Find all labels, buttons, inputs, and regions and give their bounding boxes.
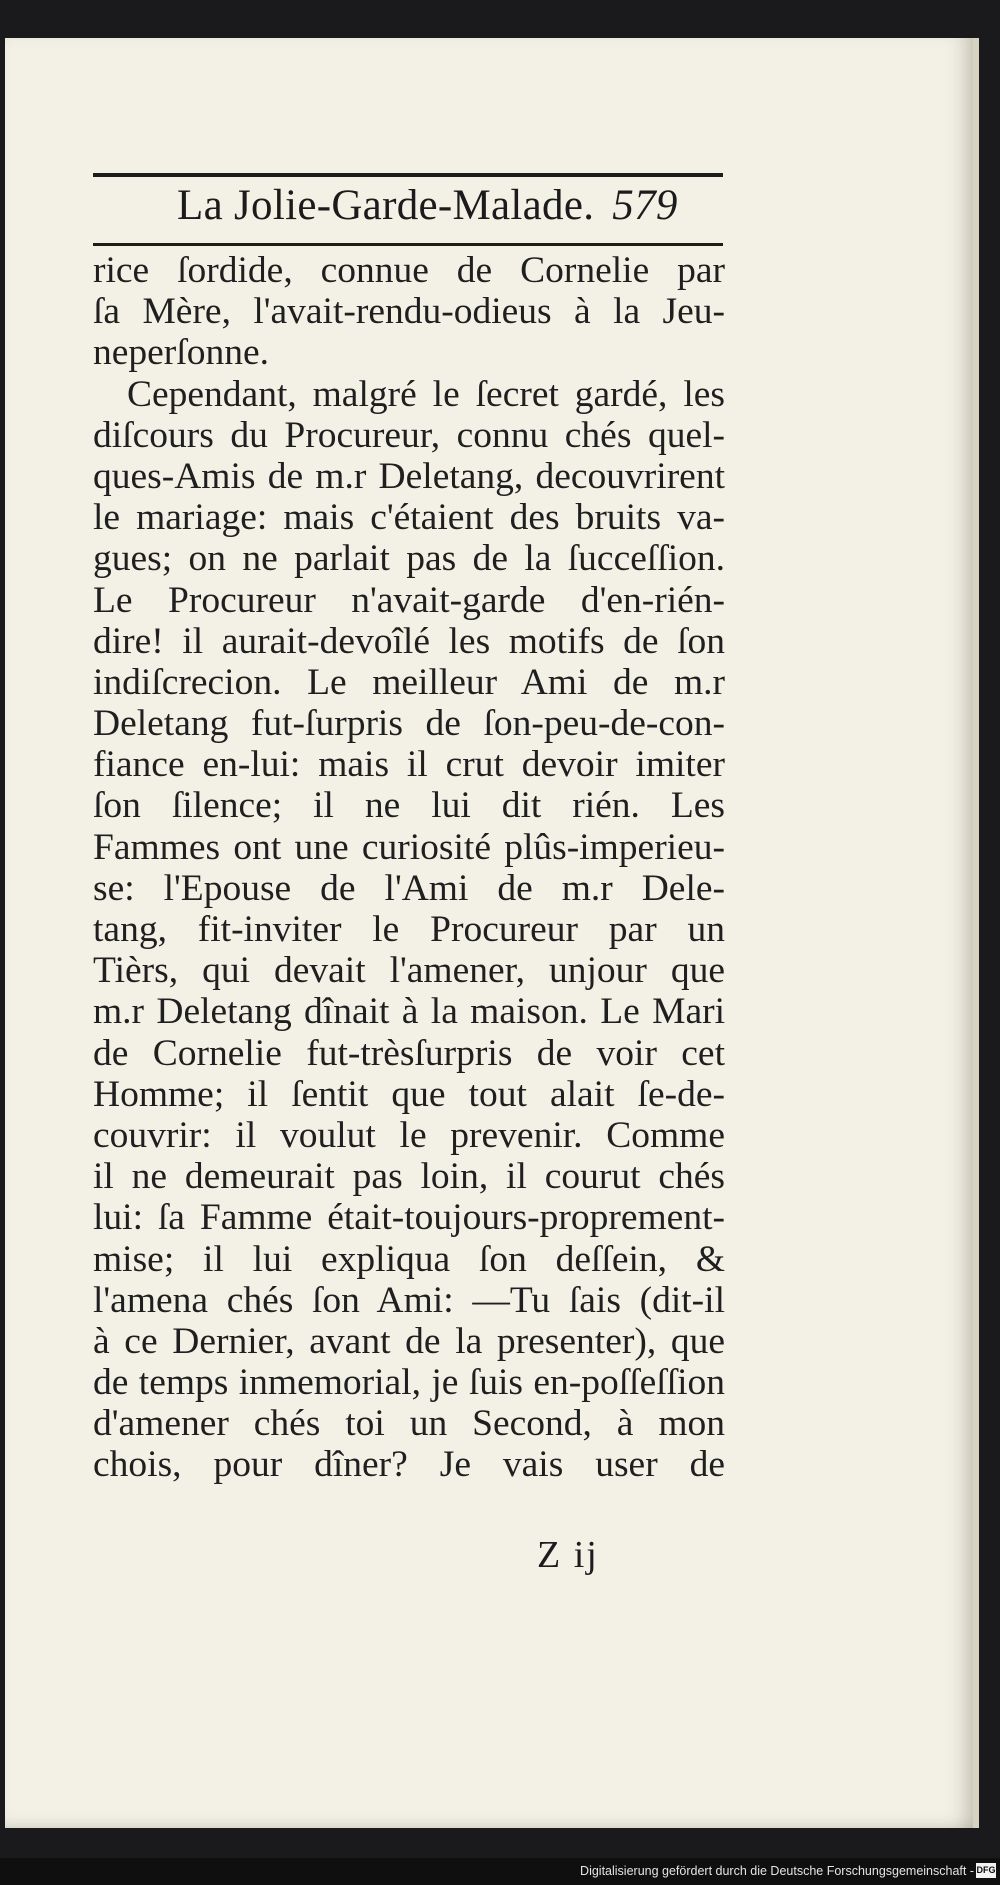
text-line: se: l'Epouse de l'Ami de m.r Dele- <box>93 867 725 909</box>
running-title: La Jolie-Garde-Malade. <box>177 182 595 229</box>
text-line: lui: ſa Famme était-toujours-proprement- <box>93 1197 725 1239</box>
text-line: ſon ſilence; il ne lui dit rién. Les <box>93 785 725 827</box>
text-line: diſcours du Procureur, connu chés quel- <box>93 414 725 456</box>
text-line: dire! il aurait-devoîlé les motifs de ſon <box>93 620 725 662</box>
funding-credit: Digitalisierung gefördert durch die Deutsche Forschungsgemeinschaft - <box>580 1864 974 1878</box>
page-number: 579 <box>612 182 678 229</box>
header-rule-top <box>93 173 723 177</box>
book-page <box>5 38 979 1828</box>
text-line: à ce Dernier, avant de la presenter), que <box>93 1320 725 1362</box>
text-line: couvrir: il voulut le prevenir. Comme <box>93 1114 725 1156</box>
text-line: il ne demeurait pas loin, il courut chés <box>93 1156 725 1198</box>
text-line: gues; on ne parlait pas de la ſucceſſion. <box>93 538 725 580</box>
text-line: ques-Amis de m.r Deletang, decouvrirent <box>93 455 725 497</box>
text-line: de temps inmemorial, je ſuis en-poſſeſſion <box>93 1362 725 1404</box>
text-line: m.r Deletang dînait à la maison. Le Mari <box>93 991 725 1033</box>
text-line: chois, pour dîner? Je vais user de <box>93 1444 725 1486</box>
running-head <box>177 181 727 230</box>
text-line: tang, fit-inviter le Procureur par un <box>93 909 725 950</box>
text-line: d'amener chés toi un Second, à mon <box>93 1403 725 1445</box>
text-line: Fammes ont une curiosité plûs-imperieu- <box>93 826 725 868</box>
text-line: Cependant, malgré le ſecret gardé, les <box>127 373 725 415</box>
text-line: mise; il lui expliqua ſon deſſein, & <box>93 1238 725 1280</box>
dfg-logo: DFG <box>976 1863 996 1878</box>
text-line: de Cornelie fut-trèsſurpris de voir cet <box>93 1032 725 1074</box>
text-line: fiance en-lui: mais il crut devoir imiter <box>93 744 725 786</box>
text-line: Tièrs, qui devait l'amener, unjour que <box>93 950 725 992</box>
text-line: ſa Mère, l'avait-rendu-odieus à la Jeu- <box>93 291 725 333</box>
body-text <box>93 250 725 1486</box>
header-rule-bottom <box>93 243 723 246</box>
text-line: neperſonne. <box>93 332 269 374</box>
text-line: Deletang fut-ſurpris de ſon-peu-de-con- <box>93 703 725 745</box>
signature-mark: Z ij <box>537 1534 599 1576</box>
text-line: Homme; il ſentit que tout alait ſe-de- <box>93 1073 725 1115</box>
text-line: l'amena chés ſon Ami: —Tu ſais (dit-il <box>93 1279 725 1321</box>
text-line: le mariage: mais c'étaient des bruits va- <box>93 497 725 539</box>
text-line: Le Procureur n'avait-garde d'en-rién- <box>93 579 725 621</box>
text-line: rice ſordide, connue de Cornelie par <box>93 250 725 291</box>
text-line: indiſcrecion. Le meilleur Ami de m.r <box>93 661 725 703</box>
